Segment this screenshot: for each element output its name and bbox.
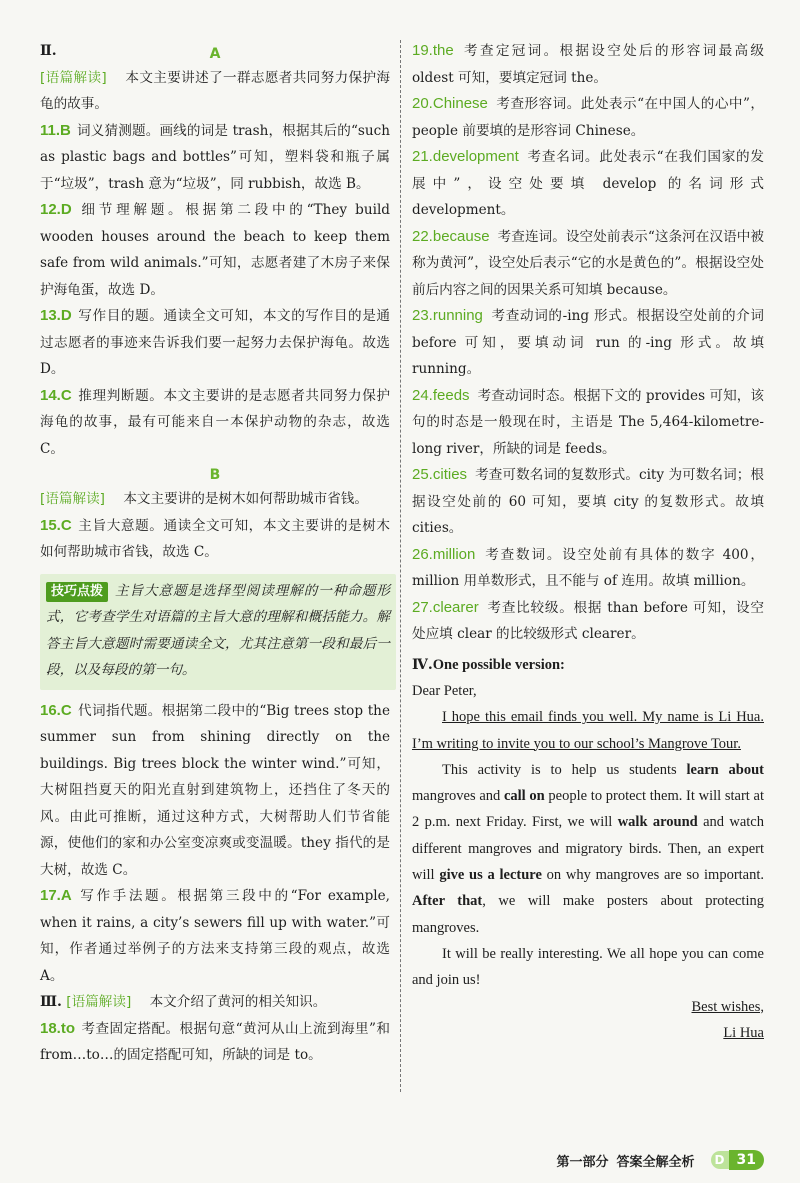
letter-paragraph-2: This activity is to help us students learn about mangroves and call on people to protect them. It will start at 2 p.m. next Friday. First, we will walk around and watch different mangroves and migratory birds. Then, an expert will give us a lecture on why mangroves are so important. After that, we will make posters about protecting mangroves. — [412, 761, 765, 936]
passage-analysis-tag: [语篇解读] — [40, 491, 105, 507]
section-roman-2: Ⅱ. — [40, 43, 57, 59]
question-number: 18.to — [40, 1019, 76, 1037]
explanation: 代词指代题。根据第二段中的“Big trees stop the summer sun from shining directly on the buildings. Big trees block the winter wind.”可知，大树阻挡夏天的阳光直射到建筑物上，还挡住了冬天的风。由此可推断，通过这种方式，大树帮助人们节省能源，使他们的家和办公室变凉爽或变温暖。they 指代的是大树，故选 C。 — [40, 702, 390, 878]
version-label: One possible version: — [432, 656, 565, 673]
tip-label: 技巧点拨 — [46, 582, 108, 602]
summary-text: 本文介绍了黄河的相关知识。 — [149, 994, 327, 1010]
section-roman-4: Ⅳ. — [412, 656, 433, 673]
explanation: 考查可数名词的复数形式。city 为可数名词；根据设空处前的 60 可知，要填 city 的复数形式。故填 cities。 — [412, 467, 764, 536]
question-number: 25.cities — [412, 466, 468, 483]
tip-box — [40, 574, 396, 690]
answer-item-16 — [40, 698, 390, 884]
question-number: 13.D — [40, 307, 72, 324]
explanation: 词义猜测题。画线的词是 trash，根据其后的“such as plastic bags and bottles”可知，塑料袋和瓶子属于“垃圾”，trash 意为“垃圾”，同 rubbish，故选 B。 — [40, 122, 390, 192]
answer-item-20 — [412, 91, 764, 144]
question-number: 15.C — [40, 516, 72, 534]
question-number: 24.feeds — [412, 386, 470, 404]
answer-item-14 — [40, 383, 390, 463]
answer-item-22 — [412, 224, 764, 304]
question-number: 14.C — [40, 386, 72, 404]
summary-text: 本文主要讲的是树木如何帮助城市省钱。 — [123, 491, 368, 507]
question-number: 20.Chinese — [412, 95, 488, 112]
letter-signature: Li Hua — [723, 1024, 764, 1041]
letter-paragraph-1: I hope this email finds you well. My name is Li Hua. I’m writing to invite you to our school’s Mangrove Tour. — [412, 709, 764, 752]
answer-item-23 — [412, 303, 764, 383]
page-number-badge — [711, 1150, 764, 1170]
question-number: 21.development — [412, 148, 519, 165]
question-number: 17.A — [40, 887, 72, 904]
passage-analysis-tag: [语篇解读] — [40, 69, 107, 86]
answer-item-18 — [40, 1016, 390, 1069]
explanation: 写作目的题。通读全文可知，本文的写作目的是通过志愿者的事迹来告诉我们要一起努力去保护海龟。故选 D。 — [40, 308, 390, 377]
explanation: 考查动词的-ing 形式。根据设空处前的介词 before 可知，要填动词 run 的-ing 形式。故填 running。 — [412, 308, 764, 377]
question-number: 12.D — [40, 201, 72, 218]
question-number: 22.because — [412, 227, 490, 245]
passage-a-heading: A — [209, 45, 221, 62]
passage-a-summary — [40, 65, 390, 118]
letter-closing: Best wishes, — [691, 998, 764, 1015]
sample-letter — [412, 678, 764, 1046]
answer-item-12 — [40, 197, 390, 303]
answer-item-26 — [412, 542, 764, 595]
question-number: 11.B — [40, 121, 71, 139]
section-3-summary — [40, 989, 390, 1016]
section-4-header — [412, 652, 764, 679]
summary-text: 本文主要讲述了一群志愿者共同努力保护海龟的故事。 — [40, 69, 390, 112]
explanation: 考查数词。设空处前有具体的数字 400，million 用单数形式，且不能与 of 连用。故填 million。 — [412, 546, 764, 589]
explanation: 考查连词。设空处前表示“这条河在汉语中被称为黄河”，设空处后表示“它的水是黄色的”。根据设空处前后内容之间的因果关系可知填 because。 — [412, 228, 764, 298]
explanation: 主旨大意题。通读全文可知，本文主要讲的是树木如何帮助城市省钱，故选 C。 — [40, 517, 390, 560]
question-number: 23.running — [412, 307, 483, 324]
question-number: 19.the — [412, 42, 454, 59]
footer-title: 答案全解全析 — [616, 1154, 695, 1170]
explanation: 考查名词。此处表示“在我们国家的发展中”，设空处要填 develop 的名词形式 development。 — [412, 149, 764, 218]
question-number: 27.clearer — [412, 598, 479, 616]
question-number: 26.million — [412, 545, 476, 563]
explanation: 细节理解题。根据第二段中的“They build wooden houses around the beach to keep them safe from wild animals.”可知，志愿者建了木房子来保护海龟蛋，故选 D。 — [40, 202, 390, 298]
explanation: 写作手法题。根据第三段中的“For example, when it rains, a city’s sewers fill up with water.”可知，作者通过举例子的方法来支持第三段的观点，故选 A。 — [40, 888, 390, 984]
passage-analysis-tag: [语篇解读] — [66, 994, 132, 1010]
answer-item-25 — [412, 462, 764, 542]
tip-text: 主旨大意题是选择型阅读理解的一种命题形式，它考查学生对语篇的主旨大意的理解和概括能力。解答主旨大意题时需要通读全文，尤其注意第一段和最后一段，以及每段的第一句。 — [46, 582, 390, 678]
page-footer — [556, 1150, 764, 1170]
answer-item-13 — [40, 303, 390, 383]
right-column — [412, 38, 764, 1046]
answer-item-19 — [412, 38, 764, 91]
letter-paragraph-3: It will be really interesting. We all hope you can come and join us! — [412, 945, 764, 989]
letter-greeting: Dear Peter, — [412, 683, 477, 699]
answer-item-15 — [40, 513, 390, 566]
answer-item-24 — [412, 383, 764, 463]
page-number: 31 — [729, 1150, 764, 1170]
column-divider — [400, 40, 401, 1092]
answer-item-17 — [40, 883, 390, 989]
explanation: 考查形容词。此处表示“在中国人的心中”，people 前要填的是形容词 Chinese。 — [412, 96, 764, 139]
explanation: 考查动词时态。根据下文的 provides 可知，该句的时态是一般现在时，主语是 The 5,464-kilometre-long river，所缺的词是 feeds。 — [412, 387, 764, 457]
explanation: 考查定冠词。根据设空处后的形容词最高级 oldest 可知，要填定冠词 the。 — [412, 43, 764, 86]
footer-part: 第一部分 — [556, 1154, 609, 1170]
answer-item-27 — [412, 595, 764, 648]
explanation: 考查比较级。根据 than before 可知，设空处应填 clear 的比较级形式 clearer。 — [412, 599, 764, 642]
answer-item-21 — [412, 144, 764, 224]
passage-b-summary — [40, 486, 390, 513]
explanation: 考查固定搭配。根据句意“黄河从山上流到海里”和 from…to…的固定搭配可知，所缺的词是 to。 — [40, 1020, 390, 1063]
badge-letter: D — [711, 1151, 729, 1169]
question-number: 16.C — [40, 701, 72, 719]
left-column — [40, 38, 390, 1069]
passage-b-heading: B — [209, 467, 221, 483]
section-roman-3: Ⅲ. — [40, 994, 62, 1010]
explanation: 推理判断题。本文主要讲的是志愿者共同努力保护海龟的故事，最有可能来自一本保护动物的杂志，故选 C。 — [40, 387, 390, 457]
answer-item-11 — [40, 118, 390, 198]
